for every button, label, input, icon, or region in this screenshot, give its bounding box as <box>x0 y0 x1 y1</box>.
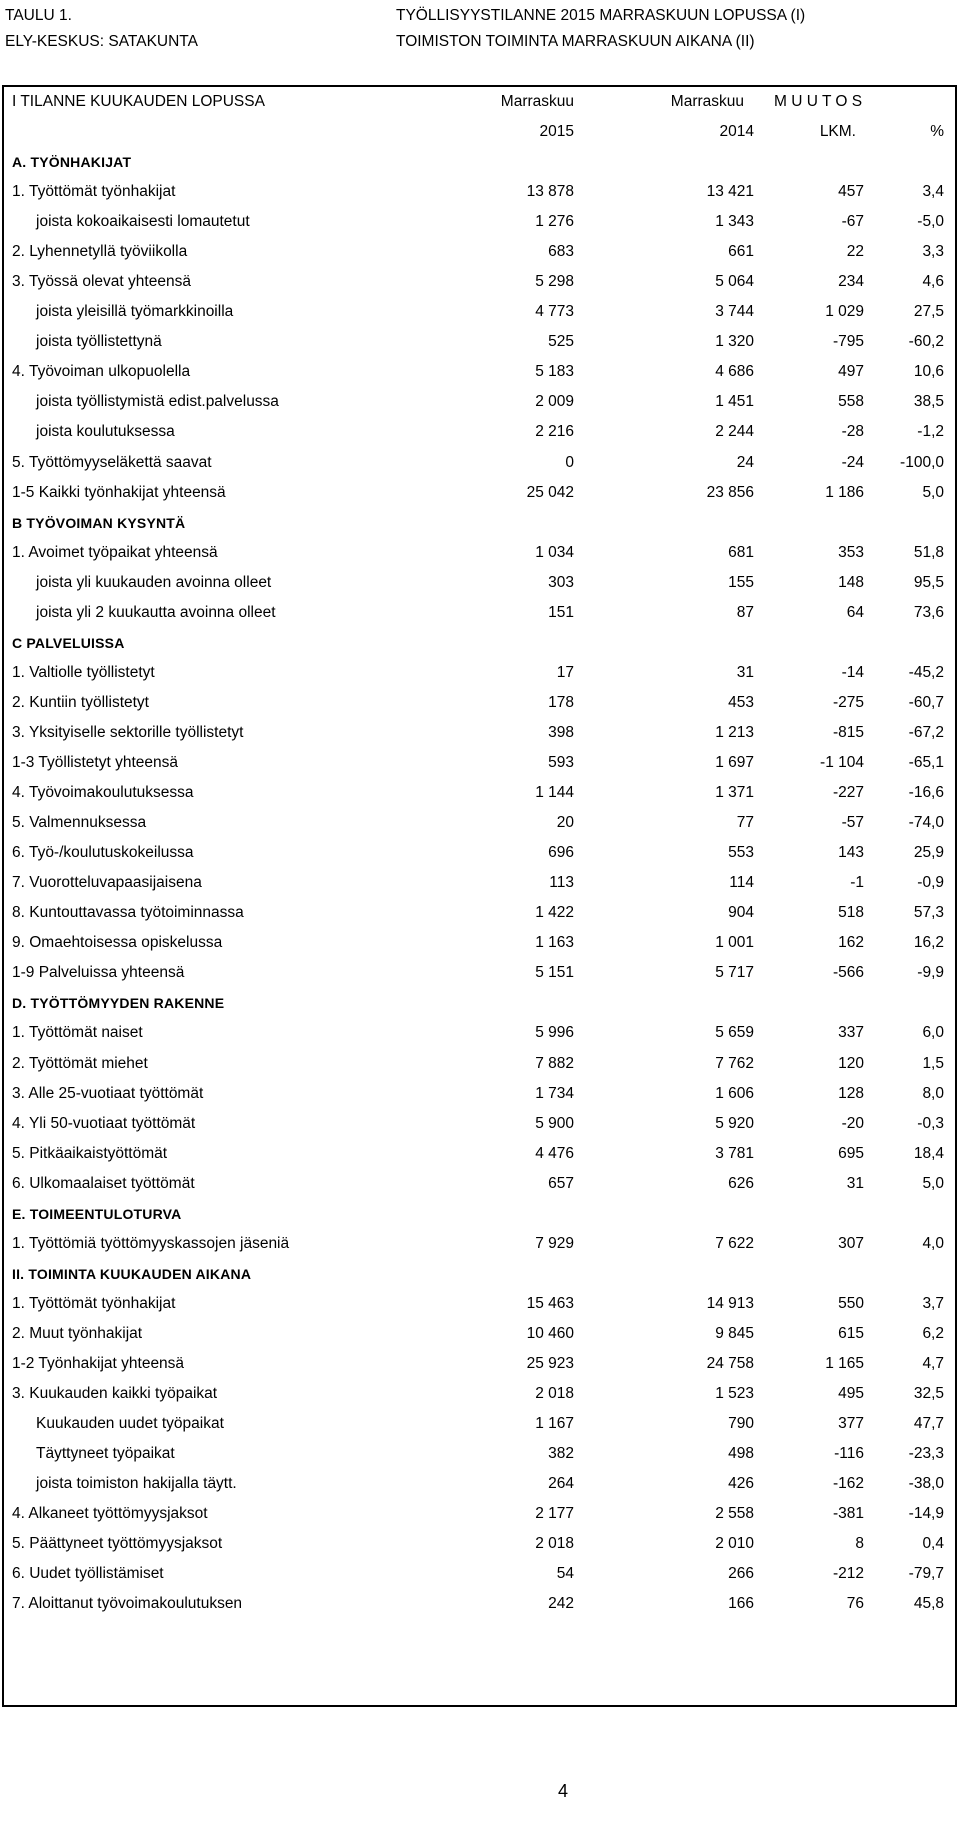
table-row <box>4 207 955 237</box>
table-row <box>4 1139 955 1169</box>
row-label: 4. Työvoiman ulkopuolella <box>12 363 191 381</box>
row-label: 9. Omaehtoisessa opiskelussa <box>12 934 223 952</box>
section-heading: A. TYÖNHAKIJAT <box>12 154 132 170</box>
value-2015: 1 276 <box>535 213 574 231</box>
change-count: 615 <box>838 1324 864 1342</box>
row-label: 1. Avoimet työpaikat yhteensä <box>12 543 218 561</box>
section-heading-row <box>4 628 955 658</box>
change-percent: 25,9 <box>913 844 944 862</box>
table-row <box>4 658 955 688</box>
report-subtitle: TOIMISTON TOIMINTA MARRASKUUN AIKANA (II) <box>396 33 755 50</box>
change-count: 377 <box>838 1415 864 1433</box>
table-row <box>4 1169 955 1199</box>
table-row <box>4 538 955 568</box>
value-2015: 4 476 <box>535 1144 574 1162</box>
change-count: 558 <box>838 393 864 411</box>
row-label: 2. Lyhennetyllä työviikolla <box>12 243 188 261</box>
section-heading: C PALVELUISSA <box>12 634 125 651</box>
table-id: TAULU 1. <box>5 7 72 24</box>
value-2014: 4 686 <box>715 363 754 381</box>
row-label: 1-9 Palveluissa yhteensä <box>12 964 185 982</box>
table-row <box>4 778 955 808</box>
value-2014: 3 744 <box>715 303 754 321</box>
row-label: joista työllistymistä edist.palvelussa <box>36 393 279 411</box>
change-percent: 51,8 <box>913 543 944 561</box>
value-2015: 2 018 <box>535 1385 574 1403</box>
change-count: 497 <box>838 363 864 381</box>
header-row-1 <box>0 4 960 28</box>
value-2014: 1 697 <box>715 754 754 771</box>
table-row <box>4 718 955 748</box>
col1-year: 2015 <box>539 123 574 140</box>
value-2014: 661 <box>728 243 754 261</box>
section-heading-row <box>4 508 955 538</box>
change-count: 128 <box>838 1084 864 1102</box>
value-2015: 5 151 <box>535 964 574 982</box>
value-2014: 1 320 <box>715 333 754 351</box>
change-count: -815 <box>832 723 864 741</box>
table-row <box>4 237 955 267</box>
value-2015: 0 <box>565 453 574 471</box>
value-2014: 2 010 <box>715 1535 754 1553</box>
value-2015: 7 929 <box>535 1234 574 1252</box>
row-label: 5. Työttömyyseläkettä saavat <box>12 453 212 471</box>
change-count: -57 <box>841 814 864 832</box>
value-2014: 426 <box>728 1475 754 1493</box>
row-label: 1. Työttömiä työttömyyskassojen jäseniä <box>12 1234 290 1252</box>
table-row <box>4 1409 955 1439</box>
change-percent: -74,0 <box>908 814 944 832</box>
row-label: 3. Kuukauden kaikki työpaikat <box>12 1385 218 1403</box>
value-2015: 5 298 <box>535 273 574 291</box>
change-count: 457 <box>838 183 864 201</box>
value-2014: 31 <box>736 663 754 681</box>
value-2014: 5 064 <box>715 273 754 291</box>
value-2014: 155 <box>728 573 754 591</box>
row-label: 3. Työssä olevat yhteensä <box>12 273 191 291</box>
value-2014: 166 <box>728 1595 754 1613</box>
change-count: 353 <box>838 543 864 561</box>
section-heading: B TYÖVOIMAN KYSYNTÄ <box>12 514 186 531</box>
value-2014: 553 <box>728 844 754 862</box>
table-row <box>4 1049 955 1079</box>
change-percent: 3,3 <box>922 243 944 261</box>
change-percent: -5,0 <box>917 213 944 231</box>
change-percent: -60,7 <box>908 693 944 711</box>
change-count: 518 <box>838 904 864 922</box>
value-2014: 1 451 <box>715 393 754 411</box>
table-row <box>4 898 955 928</box>
table-row <box>4 1319 955 1349</box>
table-row <box>4 1439 955 1469</box>
table-row <box>4 1529 955 1559</box>
change-percent: -79,7 <box>908 1565 944 1583</box>
section-heading: II. TOIMINTA KUUKAUDEN AIKANA <box>12 1265 252 1282</box>
value-2015: 25 923 <box>526 1355 574 1372</box>
section-heading-row <box>4 1259 955 1289</box>
value-2015: 264 <box>548 1475 574 1493</box>
table-row <box>4 868 955 898</box>
row-label: 7. Vuorotteluvapaasijaisena <box>12 874 202 892</box>
column-header-top <box>4 87 955 117</box>
change-count: -227 <box>832 784 864 802</box>
value-2014: 498 <box>728 1445 754 1463</box>
change-count: 1 029 <box>825 303 864 321</box>
change-percent: -45,2 <box>908 663 944 681</box>
change-percent: 0,4 <box>922 1535 944 1553</box>
table-row <box>4 1589 955 1619</box>
value-2015: 1 422 <box>535 904 574 922</box>
row-label: 2. Kuntiin työllistetyt <box>12 693 149 711</box>
change-percent: 38,5 <box>913 393 944 411</box>
value-2015: 178 <box>548 693 574 711</box>
table-section-title: I TILANNE KUUKAUDEN LOPUSSA <box>12 93 265 110</box>
change-percent: -38,0 <box>908 1475 944 1493</box>
row-label: 3. Alle 25-vuotiaat työttömät <box>12 1084 204 1102</box>
table-row <box>4 598 955 628</box>
row-label: joista toimiston hakijalla täytt. <box>36 1475 237 1493</box>
change-count: 64 <box>846 603 864 621</box>
change-count: 337 <box>838 1024 864 1042</box>
change-count: 234 <box>838 273 864 291</box>
table-row <box>4 958 955 988</box>
value-2015: 1 163 <box>535 934 574 952</box>
change-count: -795 <box>832 333 864 351</box>
value-2014: 1 523 <box>715 1385 754 1403</box>
value-2014: 1 001 <box>715 934 754 952</box>
change-count: -28 <box>841 423 864 441</box>
value-2015: 151 <box>548 603 574 621</box>
table-row <box>4 327 955 357</box>
value-2014: 1 371 <box>715 784 754 802</box>
table-row <box>4 417 955 447</box>
table-row <box>4 1379 955 1409</box>
value-2015: 242 <box>548 1595 574 1613</box>
change-percent: -60,2 <box>908 333 944 351</box>
table-row <box>4 478 955 508</box>
value-2014: 681 <box>728 543 754 561</box>
change-count: 31 <box>846 1174 864 1192</box>
row-label: 1. Työttömät työnhakijat <box>12 183 176 201</box>
value-2015: 398 <box>548 723 574 741</box>
value-2015: 696 <box>548 844 574 862</box>
section-heading-row <box>4 1199 955 1229</box>
change-count: -20 <box>841 1114 864 1132</box>
change-count: -381 <box>832 1505 864 1523</box>
row-label: 1. Valtiolle työllistetyt <box>12 663 155 681</box>
value-2015: 2 177 <box>535 1505 574 1523</box>
value-2014: 114 <box>729 874 754 892</box>
section-heading-row <box>4 988 955 1018</box>
value-2014: 13 421 <box>706 183 754 201</box>
value-2015: 5 996 <box>535 1024 574 1042</box>
table-row <box>4 297 955 327</box>
section-heading-row <box>4 147 955 177</box>
change-percent: 10,6 <box>913 363 944 381</box>
table-row <box>4 1289 955 1319</box>
value-2015: 593 <box>548 754 574 771</box>
report-title: TYÖLLISYYSTILANNE 2015 MARRASKUUN LOPUSSA (I) <box>396 7 806 24</box>
value-2015: 1 034 <box>535 543 574 561</box>
change-count: 550 <box>838 1294 864 1312</box>
change-percent: 47,7 <box>913 1415 944 1433</box>
change-percent: -67,2 <box>908 723 944 741</box>
row-label: 7. Aloittanut työvoimakoulutuksen <box>12 1595 243 1613</box>
table-row <box>4 1349 955 1379</box>
value-2015: 17 <box>556 663 574 681</box>
change-percent: 95,5 <box>913 573 944 591</box>
row-label: Kuukauden uudet työpaikat <box>36 1415 224 1433</box>
col4-header: % <box>930 123 944 140</box>
value-2014: 24 758 <box>706 1355 754 1372</box>
row-label: joista työllistettynä <box>36 333 162 351</box>
change-percent: -0,3 <box>917 1114 944 1132</box>
value-2014: 1 213 <box>715 723 754 741</box>
table-row <box>4 1499 955 1529</box>
row-label: 5. Valmennuksessa <box>12 814 147 832</box>
change-count: -212 <box>832 1565 864 1583</box>
change-percent: 4,0 <box>922 1234 944 1252</box>
row-label: 1-2 Työnhakijat yhteensä <box>12 1355 185 1372</box>
change-percent: 5,0 <box>922 483 944 501</box>
col3-header: LKM. <box>819 123 856 140</box>
change-count: -116 <box>834 1445 864 1463</box>
row-label: 4. Yli 50-vuotiaat työttömät <box>12 1114 196 1132</box>
value-2014: 24 <box>736 453 754 471</box>
change-count: 1 165 <box>825 1355 864 1372</box>
table-row <box>4 387 955 417</box>
table-row <box>4 1469 955 1499</box>
table-row <box>4 267 955 297</box>
row-label: 6. Työ-/koulutuskokeilussa <box>12 844 194 862</box>
row-label: 3. Yksityiselle sektorille työllistetyt <box>12 723 244 741</box>
value-2015: 15 463 <box>526 1294 574 1312</box>
value-2015: 303 <box>548 573 574 591</box>
row-label: joista yleisillä työmarkkinoilla <box>36 303 234 321</box>
value-2014: 453 <box>728 693 754 711</box>
change-count: -275 <box>832 693 864 711</box>
change-percent: 16,2 <box>913 934 944 952</box>
change-count: -1 104 <box>820 754 864 771</box>
value-2014: 5 717 <box>715 964 754 982</box>
change-percent: 45,8 <box>913 1595 944 1613</box>
table-row <box>4 568 955 598</box>
col1-header: Marraskuu <box>500 93 574 110</box>
table-row <box>4 688 955 718</box>
change-percent: 6,2 <box>922 1324 944 1342</box>
change-percent: 27,5 <box>913 303 944 321</box>
row-label: 6. Ulkomaalaiset työttömät <box>12 1174 195 1192</box>
table-row <box>4 1229 955 1259</box>
section-heading: E. TOIMEENTULOTURVA <box>12 1205 182 1222</box>
value-2014: 266 <box>728 1565 754 1583</box>
change-percent: 8,0 <box>922 1084 944 1102</box>
row-label: joista kokoaikaisesti lomautetut <box>36 213 250 231</box>
table-row <box>4 357 955 387</box>
row-label: 1-3 Työllistetyt yhteensä <box>12 754 178 771</box>
value-2015: 20 <box>556 814 574 832</box>
value-2014: 904 <box>728 904 754 922</box>
table-row <box>4 808 955 838</box>
change-percent: 32,5 <box>913 1385 944 1403</box>
value-2015: 382 <box>548 1445 574 1463</box>
value-2015: 2 216 <box>535 423 574 441</box>
change-count: -566 <box>832 964 864 982</box>
change-count: 148 <box>838 573 864 591</box>
value-2015: 525 <box>548 333 574 351</box>
value-2014: 2 558 <box>715 1505 754 1523</box>
value-2014: 1 343 <box>715 213 754 231</box>
statistics-table <box>2 85 957 1707</box>
value-2015: 10 460 <box>526 1324 574 1342</box>
value-2014: 14 913 <box>706 1294 754 1312</box>
change-percent: -65,1 <box>908 754 944 771</box>
change-header: M U U T O S <box>774 93 863 110</box>
table-row <box>4 748 955 778</box>
change-percent: 4,7 <box>922 1355 944 1372</box>
value-2015: 54 <box>556 1565 574 1583</box>
value-2014: 87 <box>736 603 754 621</box>
change-percent: 5,0 <box>922 1174 944 1192</box>
change-count: 1 186 <box>825 483 864 501</box>
value-2014: 9 845 <box>715 1324 754 1342</box>
change-percent: 4,6 <box>922 273 944 291</box>
value-2015: 113 <box>549 874 574 892</box>
value-2014: 790 <box>728 1415 754 1433</box>
value-2014: 3 781 <box>715 1144 754 1162</box>
change-percent: 73,6 <box>913 603 944 621</box>
change-percent: 6,0 <box>922 1024 944 1042</box>
header-row-2 <box>0 30 960 54</box>
change-percent: 18,4 <box>913 1144 944 1162</box>
change-count: 495 <box>838 1385 864 1403</box>
row-label: 1. Työttömät naiset <box>12 1024 143 1042</box>
change-percent: 3,4 <box>922 183 944 201</box>
row-label: joista koulutuksessa <box>36 423 175 441</box>
change-count: 307 <box>838 1234 864 1252</box>
value-2014: 5 659 <box>715 1024 754 1042</box>
value-2014: 23 856 <box>706 483 754 501</box>
change-count: 22 <box>846 243 864 261</box>
col2-header: Marraskuu <box>670 93 744 110</box>
table-row <box>4 928 955 958</box>
change-percent: -16,6 <box>908 784 944 802</box>
value-2015: 2 009 <box>535 393 574 411</box>
change-percent: -0,9 <box>917 874 944 892</box>
change-percent: 1,5 <box>922 1054 944 1072</box>
table-row <box>4 1109 955 1139</box>
value-2015: 683 <box>548 243 574 261</box>
row-label: 5. Pitkäaikaistyöttömät <box>12 1144 168 1162</box>
value-2015: 7 882 <box>535 1054 574 1072</box>
row-label: 2. Muut työnhakijat <box>12 1324 143 1342</box>
region-name: ELY-KESKUS: SATAKUNTA <box>5 33 198 50</box>
value-2015: 4 773 <box>535 303 574 321</box>
change-percent: 57,3 <box>913 904 944 922</box>
row-label: 4. Alkaneet työttömyysjaksot <box>12 1505 208 1523</box>
change-percent: -23,3 <box>908 1445 944 1463</box>
value-2015: 5 900 <box>535 1114 574 1132</box>
value-2015: 657 <box>548 1174 574 1192</box>
column-header-bottom <box>4 117 955 147</box>
value-2015: 1 144 <box>535 784 574 802</box>
change-percent: -14,9 <box>908 1505 944 1523</box>
change-percent: -9,9 <box>917 964 944 982</box>
change-count: -67 <box>841 213 864 231</box>
change-count: 120 <box>838 1054 864 1072</box>
value-2014: 7 622 <box>715 1234 754 1252</box>
row-label: joista yli kuukauden avoinna olleet <box>36 573 272 591</box>
change-count: -14 <box>841 663 864 681</box>
value-2014: 2 244 <box>715 423 754 441</box>
value-2014: 626 <box>728 1174 754 1192</box>
table-row <box>4 838 955 868</box>
page-number: 4 <box>557 1781 568 1801</box>
value-2014: 5 920 <box>715 1114 754 1132</box>
change-percent: 3,7 <box>922 1294 944 1312</box>
table-row <box>4 1079 955 1109</box>
change-count: -24 <box>841 453 864 471</box>
table-row <box>4 448 955 478</box>
change-count: 143 <box>838 844 864 862</box>
change-count: -162 <box>832 1475 864 1493</box>
change-count: 8 <box>855 1535 864 1553</box>
section-heading: D. TYÖTTÖMYYDEN RAKENNE <box>12 995 225 1012</box>
row-label: Täyttyneet työpaikat <box>36 1445 175 1463</box>
value-2015: 25 042 <box>526 483 574 501</box>
table-row <box>4 1559 955 1589</box>
value-2015: 5 183 <box>535 363 574 381</box>
value-2015: 1 167 <box>535 1415 574 1433</box>
value-2014: 77 <box>736 814 754 832</box>
value-2015: 2 018 <box>535 1535 574 1553</box>
row-label: 8. Kuntouttavassa työtoiminnassa <box>12 904 244 922</box>
change-count: -1 <box>850 874 864 892</box>
value-2015: 1 734 <box>535 1084 574 1102</box>
change-percent: -100,0 <box>900 453 944 471</box>
value-2014: 1 606 <box>715 1084 754 1102</box>
table-row <box>4 177 955 207</box>
row-label: 2. Työttömät miehet <box>12 1054 148 1072</box>
change-percent: -1,2 <box>917 423 944 441</box>
row-label: 5. Päättyneet työttömyysjaksot <box>12 1535 223 1553</box>
table-row <box>4 1018 955 1048</box>
row-label: joista yli 2 kuukautta avoinna olleet <box>36 603 276 621</box>
row-label: 1-5 Kaikki työnhakijat yhteensä <box>12 483 226 501</box>
value-2014: 7 762 <box>715 1054 754 1072</box>
row-label: 1. Työttömät työnhakijat <box>12 1294 176 1312</box>
change-count: 695 <box>838 1144 864 1162</box>
change-count: 76 <box>846 1595 864 1613</box>
value-2015: 13 878 <box>526 183 574 201</box>
row-label: 6. Uudet työllistämiset <box>12 1565 164 1583</box>
row-label: 4. Työvoimakoulutuksessa <box>12 784 194 802</box>
change-count: 162 <box>838 934 864 952</box>
col2-year: 2014 <box>719 123 754 140</box>
